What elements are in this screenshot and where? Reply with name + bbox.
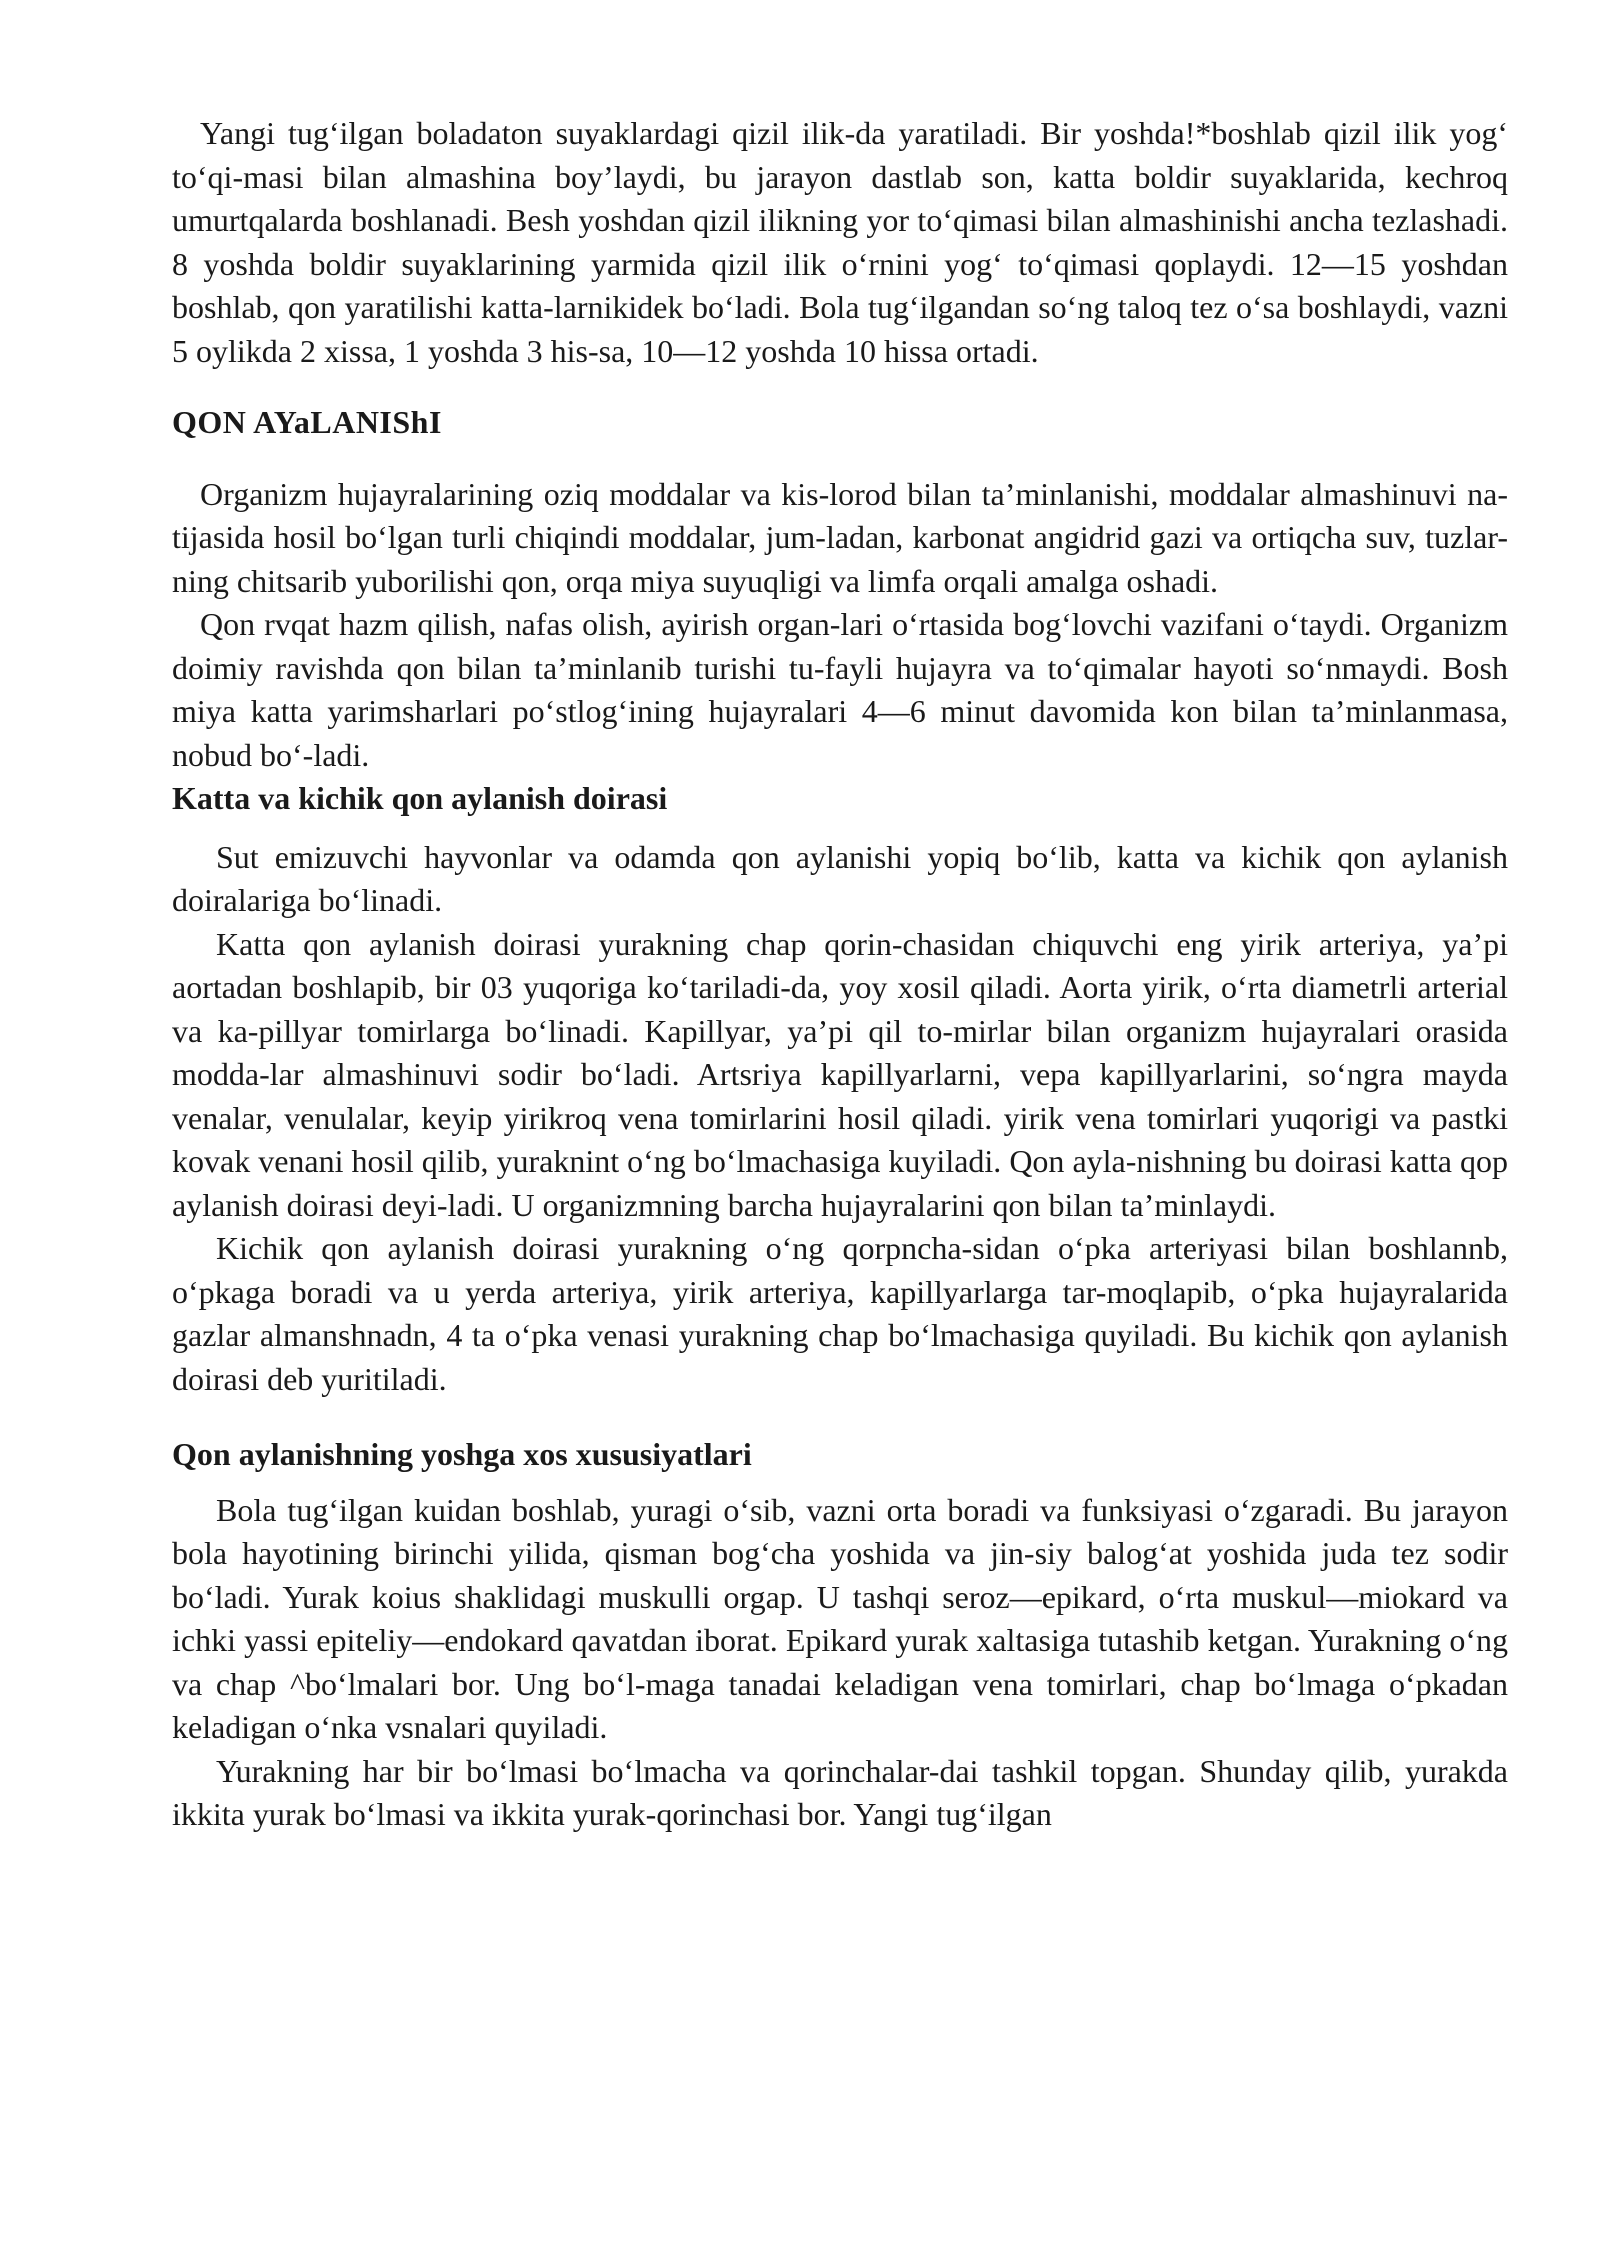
paragraph-systemic-circulation: Katta qon aylanish doirasi yurakning chap qorin-chasidan chiquvchi eng yirik arteriya, ya’pi aortadan boshlapib, bir 03 yuqoriga ko‘tariladi-da, yoy xosil qiladi. Aorta yirik, o‘rta diametrli arterial va ka-pillyar tomirlarga bo‘linadi. Kapillyar, ya’pi qil to-mirlar bilan organizm hujayralari orasida modda-lar almashinuvi sodir bo‘ladi. Artsriya kapillyarlarni, vepa kapillyarlarini, so‘ngra mayda venalar, venulalar, keyip yirikroq vena tomirlarini hosil qiladi. yirik vena tomirlari yuqorigi va pastki kovak venani hosil qilib, yuraknint o‘ng bo‘lmachasiga kuyiladi. Qon ayla-nishning bu doirasi katta qop aylanish doirasi deyi-ladi. U organizmning barcha hujayralarini qon bilan ta’minlaydi. bbox=[172, 925, 1508, 1223]
paragraph-organism-nutrition: Organizm hujayralarining oziq moddalar va kis-lorod bilan ta’minlanishi, moddalar almashinuvi na-tijasida hosil bo‘lgan turli chiqindi moddalar, jum-ladan, karbonat angidrid gazi va ortiqcha suv, tuzlar-ning chitsarib yuborilishi qon, orqa miya suyuqligi va limfa orqali amalga oshadi. bbox=[172, 475, 1508, 599]
paragraph-heart-chambers: Yurakning har bir bo‘lmasi bo‘lmacha va qorinchalar-dai tashkil topgan. Shunday qilib, yurakda ikkita yurak bo‘lmasi va ikkita yurak-qorinchasi bor. Yangi tug‘ilgan bbox=[172, 1752, 1508, 1832]
paragraph-heart-growth: Bola tug‘ilgan kuidan boshlab, yuragi o‘sib, vazni orta boradi va funksiyasi o‘zgaradi. Bu jarayon bola hayotining birinchi yilida, qisman bog‘cha yoshida va jin-siy balog‘at yoshida juda tez sodir bo‘ladi. Yurak koius shaklidagi muskulli orgap. U tashqi seroz—epikard, o‘rta muskul—miokard va ichki yassi epiteliy—endokard qavatdan iborat. Epikard yurak xaltasiga tutashib ketgan. Yurakning o‘ng va chap ^bo‘lmalari bor. Ung bo‘l-maga tanadai keladigan vena tomirlari, chap bo‘lmaga o‘pkadan keladigan o‘nka vsnalari quyiladi. bbox=[172, 1491, 1508, 1745]
document-page bbox=[172, 112, 1508, 1837]
paragraph-pulmonary-circulation: Kichik qon aylanish doirasi yurakning o‘ng qorpncha-sidan o‘pka arteriyasi bilan boshlannb, o‘pkaga boradi va u yerda arteriya, yirik arteriya, kapillyarlarga tar-moqlapib, o‘pka hujayralarida gazlar almanshnadn, 4 ta o‘pka venasi yurakning chap bo‘lmachasiga quyiladi. Bu kichik qon aylanish doirasi deb yuritiladi. bbox=[172, 1230, 1508, 1397]
paragraph-blood-function: Qon rvqat hazm qilish, nafas olish, ayirish organ-lari o‘rtasida bog‘lovchi vazifani o‘taydi. Organizm doimiy ravishda qon bilan ta’minlanib turishi tu-fayli hujayra va to‘qimalar hayoti so‘nmaydi. Bosh miya katta yarimsharlari po‘stlog‘ining hujayralari 4—6 minut davomida kon bilan ta’minlanmasa, nobud bo‘-ladi. bbox=[172, 606, 1508, 773]
paragraph-red-marrow: Yangi tug‘ilgan boladaton suyaklardagi qizil ilik-da yaratiladi. Bir yoshda!*boshlab qizil ilik yog‘ to‘qi-masi bilan almashina boy’laydi, bu jarayon dastlab son, katta boldir suyaklarida, kechroq umurtqalarda boshlanadi. Besh yoshdan qizil ilikning yor to‘qimasi bilan almashinishi ancha tezlashadi. 8 yoshda boldir suyaklarining yarmida qizil ilik o‘rnini yog‘ to‘qimasi qoplaydi. 12—15 yoshdan boshlab, qon yaratilishi katta-larnikidek bo‘ladi. Bola tug‘ilgandan so‘ng taloq tez o‘sa boshlaydi, vazni 5 oylikda 2 xissa, 1 yoshda 3 his-sa, 10—12 yoshda 10 hissa ortadi. bbox=[172, 115, 1508, 369]
paragraph-closed-circulation: Sut emizuvchi hayvonlar va odamda qon aylanishi yopiq bo‘lib, katta va kichik qon aylanish doiralariga bo‘linadi. bbox=[172, 838, 1508, 918]
heading-qon-aylanishi: QON AYaLANIShI bbox=[172, 404, 442, 440]
heading-age-features: Qon aylanishning yoshga xos xususiyatlari bbox=[172, 1436, 752, 1472]
heading-circulation-circles: Katta va kichik qon aylanish doirasi bbox=[172, 780, 668, 816]
